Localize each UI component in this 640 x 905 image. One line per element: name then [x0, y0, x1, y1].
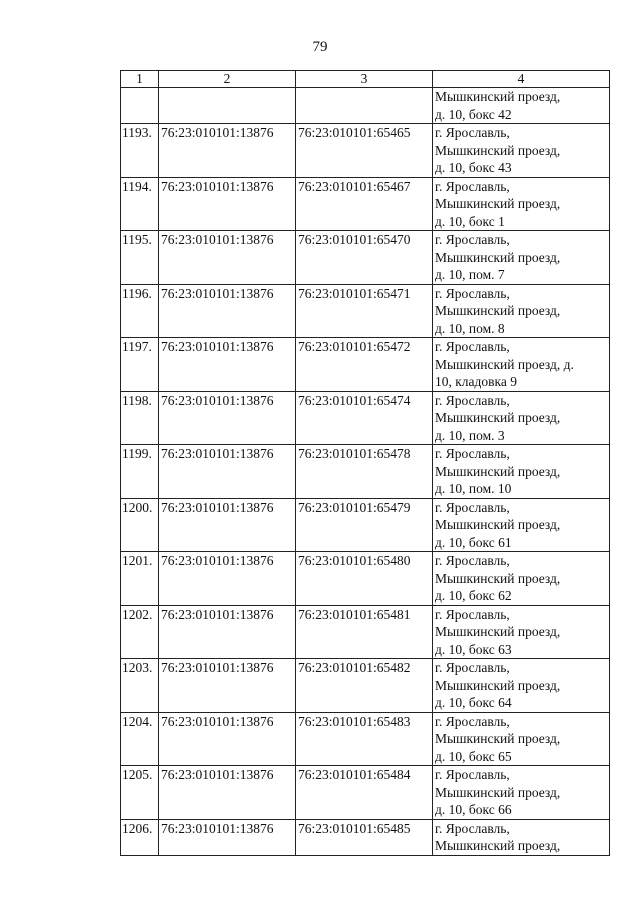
address-line: Мышкинский проезд,	[435, 677, 561, 693]
address-line: д. 10, бокс 66	[435, 802, 512, 817]
address-cell	[433, 498, 610, 552]
address-line: Мышкинский проезд,	[435, 624, 561, 639]
row-number-cell: 1205.	[121, 766, 159, 820]
address-line: г. Ярославль,	[435, 285, 510, 301]
parcel-number-cell: 76:23:010101:13876	[159, 338, 296, 392]
row-number-cell: 1199.	[121, 445, 159, 499]
parcel-number-cell: 76:23:010101:13876	[159, 177, 296, 231]
address-line: г. Ярославль,	[435, 820, 510, 836]
parcel-number-cell: 76:23:010101:13876	[159, 819, 296, 855]
address-line: г. Ярославль,	[435, 553, 510, 568]
table-row	[121, 177, 610, 231]
object-number-cell: 76:23:010101:65471	[296, 284, 433, 338]
table-row	[121, 712, 610, 766]
table-row	[121, 605, 610, 659]
object-number-cell: 76:23:010101:65484	[296, 766, 433, 820]
address-cell	[433, 391, 610, 445]
row-number-cell: 1198.	[121, 391, 159, 445]
address-line: Мышкинский проезд,	[435, 838, 561, 853]
table-row	[121, 391, 610, 445]
address-line: г. Ярославль,	[435, 499, 510, 515]
address-cell	[433, 712, 610, 766]
row-number-cell: 1203.	[121, 659, 159, 713]
header-row	[121, 71, 610, 88]
address-line: д. 10, пом. 3	[435, 427, 505, 443]
parcel-number-cell: 76:23:010101:13876	[159, 445, 296, 499]
parcel-number-cell: 76:23:010101:13876	[159, 552, 296, 606]
address-line: г. Ярославль,	[435, 660, 510, 675]
row-number-cell: 1202.	[121, 605, 159, 659]
address-line: д. 10, бокс 1	[435, 213, 505, 229]
address-line: Мышкинский проезд,	[435, 517, 561, 532]
parcel-number-cell: 76:23:010101:13876	[159, 284, 296, 338]
table-row	[121, 819, 610, 855]
row-number-cell: 1204.	[121, 712, 159, 766]
address-line: Мышкинский проезд,	[435, 249, 561, 265]
object-number-cell: 76:23:010101:65485	[296, 819, 433, 855]
parcel-number-cell: 76:23:010101:13876	[159, 498, 296, 552]
address-cell	[433, 177, 610, 231]
address-line: Мышкинский проезд,	[435, 142, 561, 158]
table-row	[121, 659, 610, 713]
address-line: г. Ярославль,	[435, 178, 510, 194]
parcel-number-cell: 76:23:010101:13876	[159, 391, 296, 445]
address-line: д. 10, пом. 10	[435, 481, 512, 496]
address-line: Мышкинский проезд,	[435, 731, 561, 746]
object-number-cell: 76:23:010101:65474	[296, 391, 433, 445]
address-line: д. 10, бокс 62	[435, 588, 512, 603]
address-cell	[433, 605, 610, 659]
address-line: Мышкинский проезд,	[435, 196, 561, 211]
address-cell	[433, 284, 610, 338]
object-number-cell: 76:23:010101:65478	[296, 445, 433, 499]
parcel-number-cell: 76:23:010101:13876	[159, 659, 296, 713]
address-line: д. 10, бокс 64	[435, 695, 512, 710]
address-line: г. Ярославль,	[435, 713, 510, 729]
address-line: 10, кладовка 9	[435, 374, 518, 389]
parcel-number-cell	[159, 88, 296, 124]
row-number-cell: 1196.	[121, 284, 159, 338]
parcel-number-cell: 76:23:010101:13876	[159, 605, 296, 659]
object-number-cell	[296, 88, 433, 124]
row-number-cell	[121, 88, 159, 124]
object-number-cell: 76:23:010101:65483	[296, 712, 433, 766]
row-number-cell: 1195.	[121, 231, 159, 285]
address-cell	[433, 338, 610, 392]
row-number-cell: 1200.	[121, 498, 159, 552]
column-header-1: 1	[121, 71, 159, 88]
table-row	[121, 231, 610, 285]
address-cell	[433, 124, 610, 178]
address-line: г. Ярославль,	[435, 125, 510, 140]
address-line: г. Ярославль,	[435, 339, 510, 354]
address-line: г. Ярославль,	[435, 606, 510, 622]
address-line: д. 10, пом. 7	[435, 267, 505, 282]
table-row	[121, 498, 610, 552]
address-line: Мышкинский проезд,	[435, 463, 561, 479]
object-number-cell: 76:23:010101:65481	[296, 605, 433, 659]
address-line: д. 10, бокс 65	[435, 748, 512, 764]
address-cell	[433, 819, 610, 855]
address-line: Мышкинский проезд,	[435, 89, 561, 104]
address-line: г. Ярославль,	[435, 767, 510, 782]
address-line: Мышкинский проезд, д.	[435, 356, 574, 372]
address-line: д. 10, бокс 61	[435, 534, 512, 550]
object-number-cell: 76:23:010101:65465	[296, 124, 433, 178]
parcel-number-cell: 76:23:010101:13876	[159, 712, 296, 766]
page-number: 79	[312, 39, 328, 55]
table-row	[121, 766, 610, 820]
address-cell	[433, 659, 610, 713]
address-line: Мышкинский проезд,	[435, 784, 561, 800]
address-cell	[433, 88, 610, 124]
address-line: Мышкинский проезд,	[435, 303, 561, 318]
table-row	[121, 552, 610, 606]
object-number-cell: 76:23:010101:65480	[296, 552, 433, 606]
address-line: г. Ярославль,	[435, 446, 510, 461]
column-header-2: 2	[159, 71, 296, 88]
address-line: д. 10, бокс 43	[435, 160, 512, 175]
row-number-cell: 1206.	[121, 819, 159, 855]
object-number-cell: 76:23:010101:65479	[296, 498, 433, 552]
row-number-cell: 1193.	[121, 124, 159, 178]
table-body	[121, 88, 610, 856]
address-cell	[433, 552, 610, 606]
table-row	[121, 338, 610, 392]
address-line: д. 10, бокс 42	[435, 106, 512, 122]
address-line: г. Ярославль,	[435, 392, 510, 408]
table-row	[121, 284, 610, 338]
address-cell	[433, 766, 610, 820]
parcel-number-cell: 76:23:010101:13876	[159, 766, 296, 820]
address-cell	[433, 231, 610, 285]
address-line: Мышкинский проезд,	[435, 410, 561, 425]
row-number-cell: 1194.	[121, 177, 159, 231]
table-header	[121, 71, 610, 88]
registry-table	[120, 70, 610, 856]
address-line: д. 10, бокс 63	[435, 641, 512, 657]
table-row	[121, 124, 610, 178]
address-line: д. 10, пом. 8	[435, 320, 505, 336]
object-number-cell: 76:23:010101:65472	[296, 338, 433, 392]
column-header-4: 4	[433, 71, 610, 88]
table-row	[121, 88, 610, 124]
row-number-cell: 1197.	[121, 338, 159, 392]
address-line: г. Ярославль,	[435, 232, 510, 247]
object-number-cell: 76:23:010101:65470	[296, 231, 433, 285]
address-line: Мышкинский проезд,	[435, 570, 561, 586]
row-number-cell: 1201.	[121, 552, 159, 606]
object-number-cell: 76:23:010101:65467	[296, 177, 433, 231]
address-cell	[433, 445, 610, 499]
object-number-cell: 76:23:010101:65482	[296, 659, 433, 713]
parcel-number-cell: 76:23:010101:13876	[159, 231, 296, 285]
table-row	[121, 445, 610, 499]
parcel-number-cell: 76:23:010101:13876	[159, 124, 296, 178]
column-header-3: 3	[296, 71, 433, 88]
